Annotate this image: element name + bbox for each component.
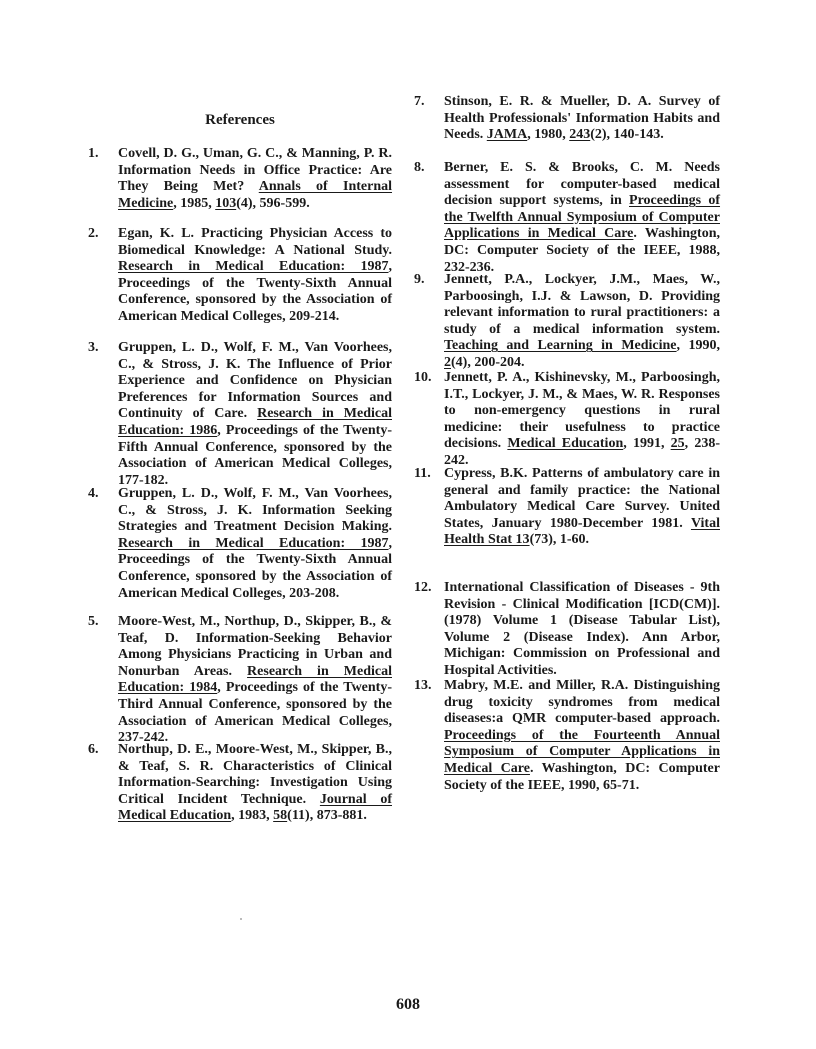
reference-text: Jennett, P. A., Kishinevsky, M., Parboosingh, I.T., Lockyer, J. M., & Maes, W. R. Responses to non-emergency questions in rural medicine: their usefulness to practice decisions. Medical Education, 1991, 25, 238-242. <box>444 370 720 468</box>
reference-text: International Classification of Diseases - 9th Revision - Clinical Modification [ICD(CM)]. (1978) Volume 1 (Disease Tabular List), Volume 2 (Disease Index). Ann Arbor, Michigan: Commission on Professional and Hospital Activities. <box>444 580 720 678</box>
reference-number: 10. <box>414 370 432 385</box>
reference-text: Berner, E. S. & Brooks, C. M. Needs assessment for computer-based medical decision support systems, in Proceedings of the Twelfth Annual Symposium of Computer Applications in Medical Care. Washington, DC: Computer Society of the IEEE, 1988, 232-236. <box>444 160 721 275</box>
reference-13 <box>414 678 720 794</box>
reference-text: Gruppen, L. D., Wolf, F. M., Van Voorhees, C., & Stross, J. K. Information Seeking Strategies and Treatment Decision Making. Research in Medical Education: 1987, Proceedings of the Twenty-Sixth Annual Conference, sponsored by the Association of American Medical Colleges, 203-208. <box>118 486 392 601</box>
reference-number: 12. <box>414 580 432 595</box>
reference-number: 4. <box>88 486 99 501</box>
reference-number: 7. <box>414 94 425 109</box>
reference-number: 3. <box>88 340 99 355</box>
reference-3 <box>88 340 392 489</box>
reference-number: 9. <box>414 272 425 287</box>
reference-11 <box>414 466 720 549</box>
references-heading: References <box>205 112 275 128</box>
reference-text: Stinson, E. R. & Mueller, D. A. Survey of Health Professionals' Information Habits and Needs. JAMA, 1980, 243(2), 140-143. <box>444 94 720 143</box>
reference-9 <box>414 272 720 372</box>
reference-2 <box>88 226 392 326</box>
page-number: 608 <box>396 996 420 1013</box>
reference-text: Egan, K. L. Practicing Physician Access to Biomedical Knowledge: A National Study. Research in Medical Education: 1987, Proceedings of the Twenty-Sixth Annual Conference, sponsored by the Association of American Medical Colleges, 209-214. <box>118 226 392 324</box>
reference-8 <box>414 160 720 276</box>
reference-number: 13. <box>414 678 432 693</box>
scan-speck <box>240 918 242 920</box>
reference-7 <box>414 94 720 144</box>
reference-number: 8. <box>414 160 425 175</box>
reference-10 <box>414 370 720 470</box>
reference-number: 11. <box>414 466 431 481</box>
reference-number: 1. <box>88 146 99 161</box>
reference-number: 2. <box>88 226 99 241</box>
reference-text: Jennett, P.A., Lockyer, J.M., Maes, W., Parboosingh, I.J. & Lawson, D. Providing relevant information to rural practitioners: a study of a medical information system. Teaching and Learning in Medicine, 1990, 2(4), 200-204. <box>444 272 721 370</box>
reference-text: Northup, D. E., Moore-West, M., Skipper, B., & Teaf, S. R. Characteristics of Clinical Information-Searching: Investigation Using Critical Incident Technique. Journal of Medical Education, 1983, 58(11), 873-881. <box>118 742 392 824</box>
reference-5 <box>88 614 392 747</box>
reference-number: 5. <box>88 614 99 629</box>
reference-4 <box>88 486 392 602</box>
reference-6 <box>88 742 392 825</box>
reference-12 <box>414 580 720 680</box>
reference-text: Mabry, M.E. and Miller, R.A. Distinguishing drug toxicity syndromes from medical diseases:a QMR computer-based approach. Proceedings of the Fourteenth Annual Symposium of Computer Applications in Medical Care. Washington, DC: Computer Society of the IEEE, 1990, 65-71. <box>444 678 720 793</box>
reference-number: 6. <box>88 742 99 757</box>
reference-text: Cypress, B.K. Patterns of ambulatory care in general and family practice: the National Ambulatory Medical Care Survey. United States, January 1980-December 1981. Vital Health Stat 13(73), 1-60. <box>444 466 720 548</box>
reference-1 <box>88 146 392 212</box>
reference-text: Gruppen, L. D., Wolf, F. M., Van Voorhees, C., & Stross, J. K. The Influence of Prior Experience and Confidence on Physician Preferences for Information Sources and Continuity of Care. Research in Medical Education: 1986, Proceedings of the Twenty-Fifth Annual Conference, sponsored by the Association of American Medical Colleges, 177-182. <box>118 340 393 488</box>
reference-text: Covell, D. G., Uman, G. C., & Manning, P. R. Information Needs in Office Practice: Are They Being Met? Annals of Internal Medicine, 1985, 103(4), 596-599. <box>118 146 393 211</box>
reference-text: Moore-West, M., Northup, D., Skipper, B., & Teaf, D. Information-Seeking Behavior Among Physicians Practicing in Urban and Nonurban Areas. Research in Medical Education: 1984, Proceedings of the Twenty-Third Annual Conference, sponsored by the Association of American Medical Colleges, 237-242. <box>118 614 393 746</box>
